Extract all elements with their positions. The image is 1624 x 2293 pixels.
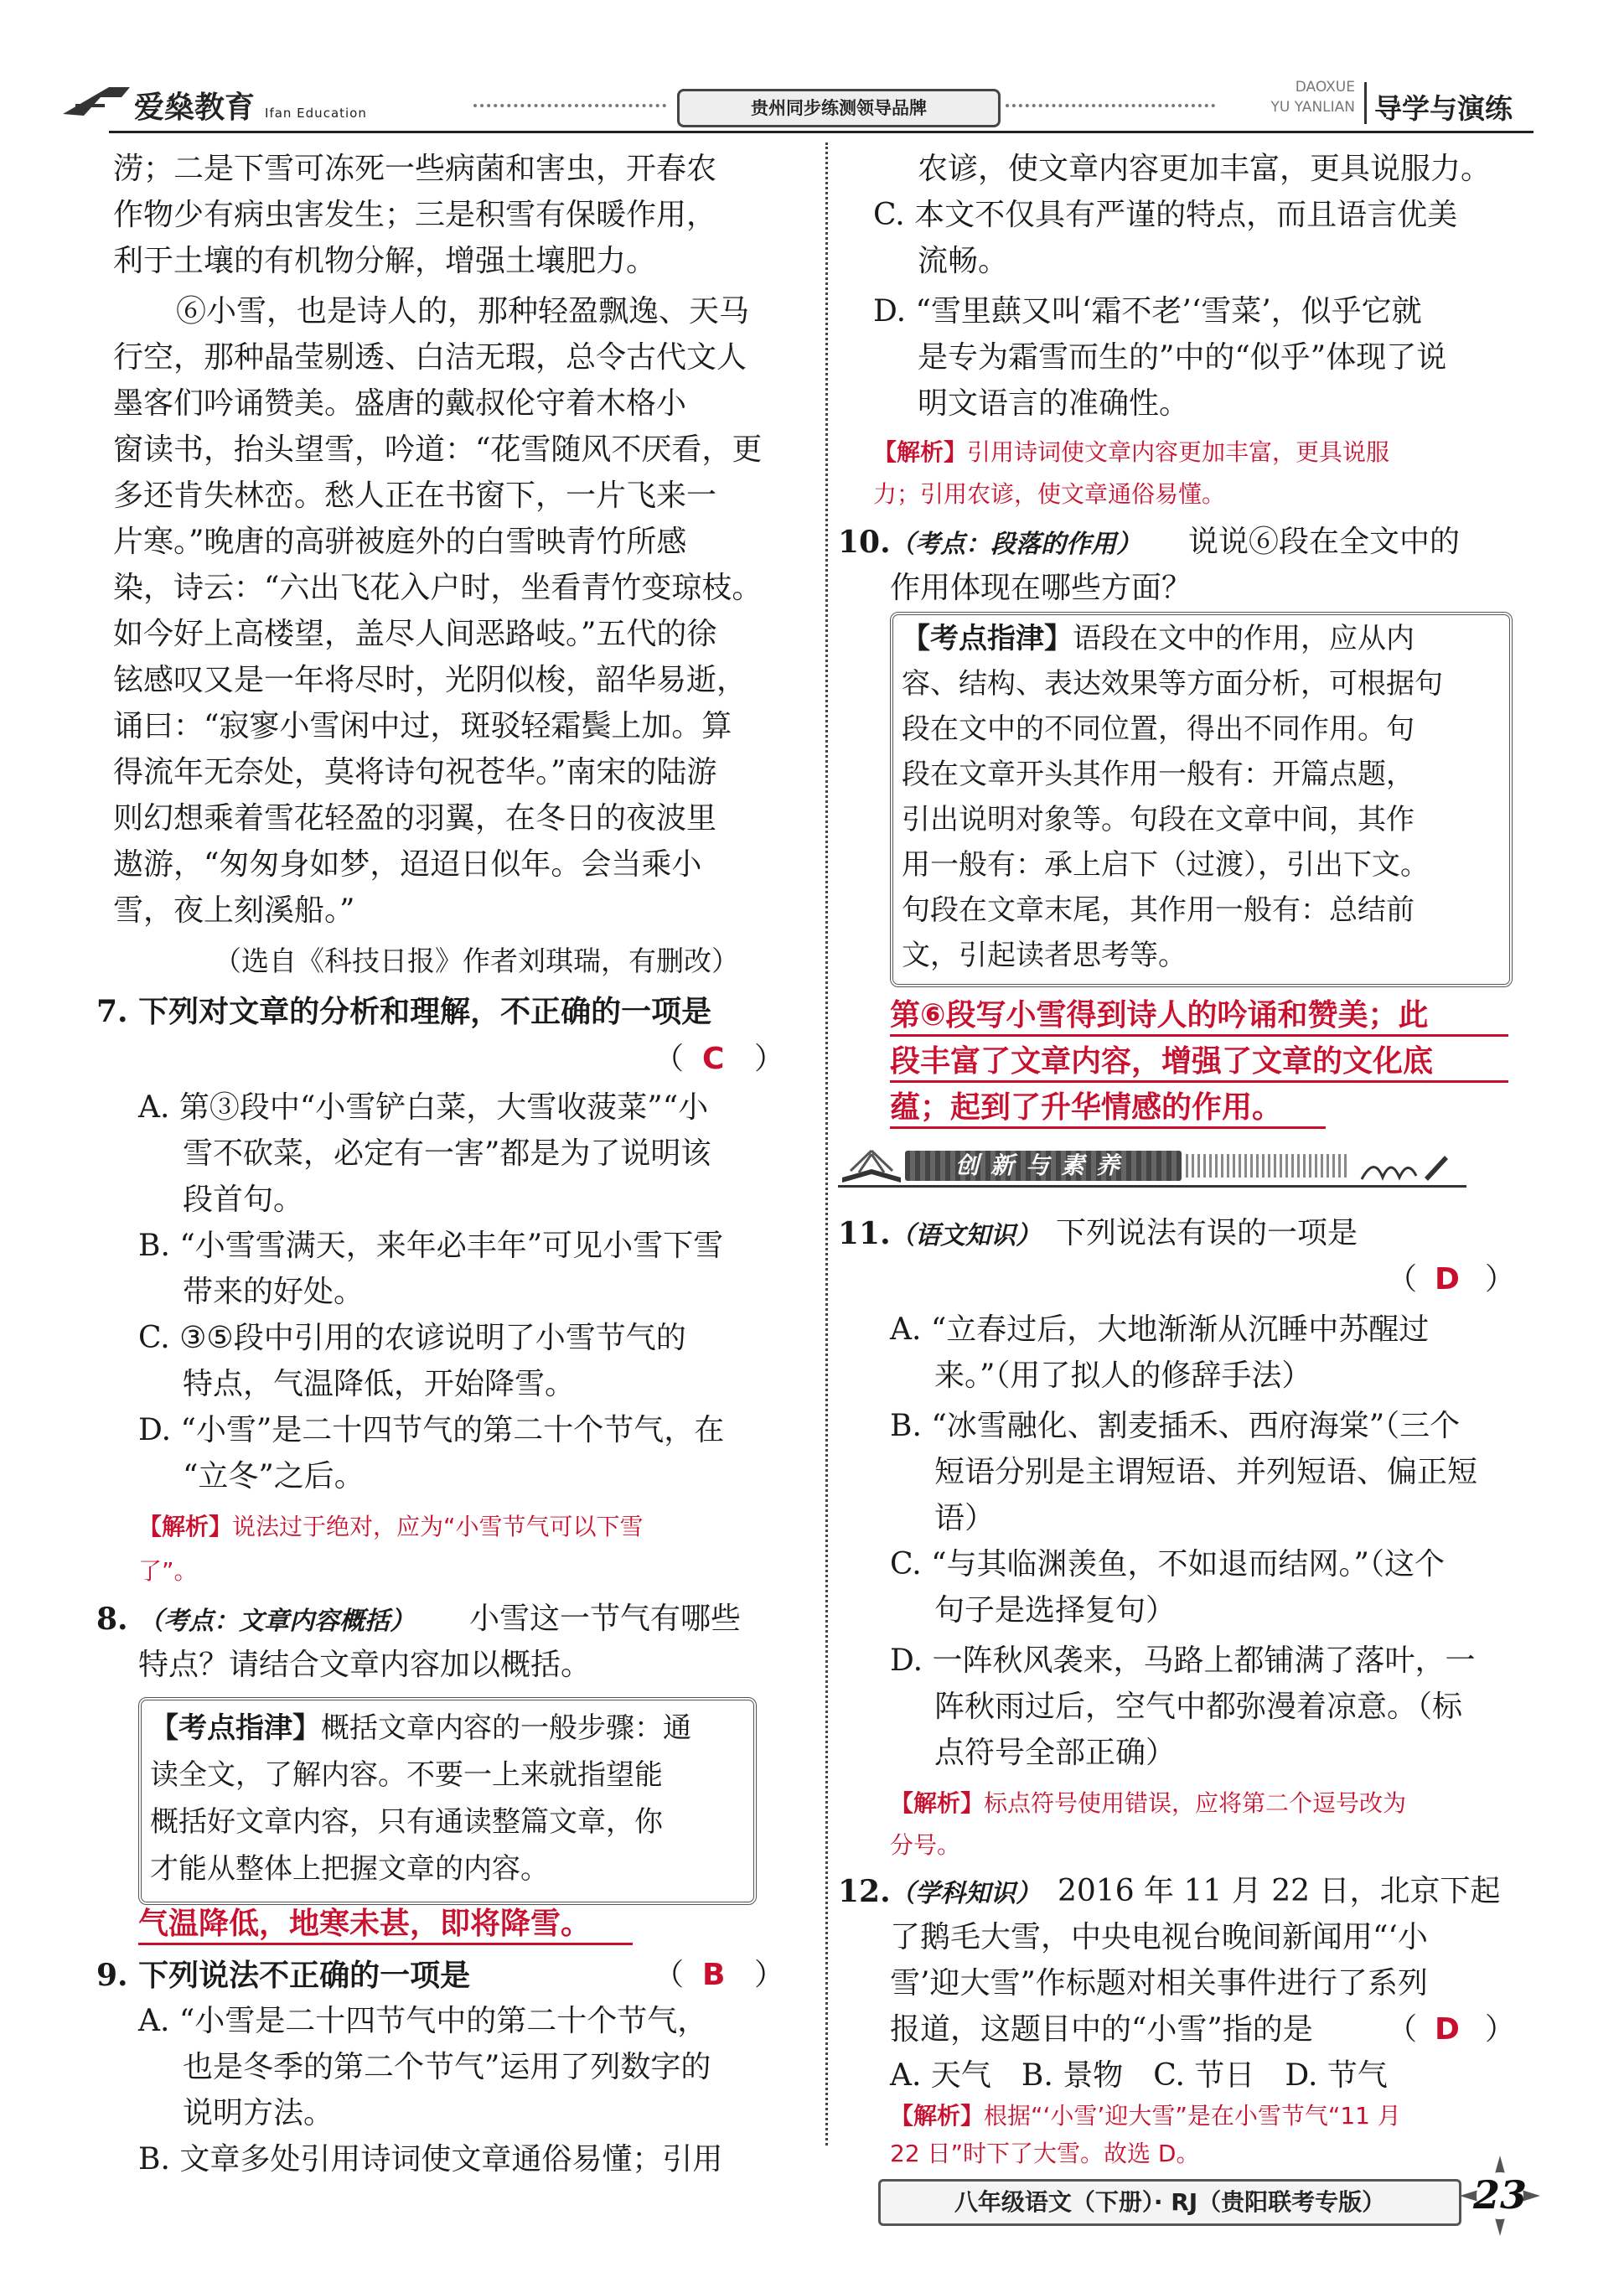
text-line: 染，诗云：“六出飞花入户时，坐看青竹变琼枝。: [113, 571, 763, 605]
q12-stem: 2016 年 11 月 22 日，北京下起: [1058, 1874, 1501, 1908]
text-line: 窗读书，抬头望雪，吟道：“花雪随风不厌看，更: [113, 432, 763, 467]
q10-answer: 蕴；起到了升华情感的作用。: [890, 1090, 1283, 1125]
q8-stem-cont: 特点？请结合文章内容加以概括。: [138, 1648, 592, 1682]
q11-option-a: 来。”（用了拟人的修辞手法）: [934, 1359, 1312, 1393]
q10-stem: 说说⑥段在全文中的: [1188, 525, 1461, 559]
answer-underline: [890, 1034, 1508, 1037]
q11-analysis-cont: 分号。: [890, 1831, 961, 1859]
q11-option-a: A. “立春过后，大地渐渐从沉睡中苏醒过: [890, 1312, 1430, 1347]
q10-answer: 第⑥段写小雪得到诗人的吟诵和赞美；此: [890, 998, 1429, 1033]
q11-option-c: C. “与其临渊羡鱼，不如退而结网。”（这个: [890, 1547, 1445, 1581]
q9-option-b-cont: 农谚，使文章内容更加丰富，更具说服力。: [918, 152, 1492, 186]
hint-line: 概括好文章内容，只有通读整篇文章，你: [150, 1805, 663, 1839]
q9-option-c: 流畅。: [918, 244, 1009, 278]
page-header: [0, 0, 1624, 134]
q11-answer: D: [1435, 1262, 1460, 1297]
text-line: 多还肯失林峦。愁人正在书窗下，一片飞来一: [113, 479, 717, 513]
book-title: 导学与演练: [1374, 92, 1513, 125]
banner-stripes: [1186, 1154, 1349, 1178]
q9-analysis: [873, 432, 1389, 474]
header-dots-left: [473, 104, 666, 107]
q12-analysis: [890, 2095, 1401, 2137]
banner-title: 创新与素养: [954, 1152, 1131, 1179]
text-line: 雪，夜上刻溪船。”: [113, 893, 355, 928]
q7-option-d: D. “小雪”是二十四节气的第二十个节气，在: [138, 1413, 725, 1447]
q12-stem-cont: 报道，这题目中的“小雪”指的是: [890, 2012, 1313, 2047]
q7-option-b: 带来的好处。: [183, 1275, 365, 1309]
q11-tag: （语文知识）: [890, 1221, 1041, 1250]
q9-stem: 9. 下列说法不正确的一项是: [96, 1958, 471, 1993]
answer-underline: [890, 1080, 1508, 1083]
q7-option-a: A. 第③段中“小雪铲白菜，大雪收菠菜”“小: [138, 1090, 709, 1125]
q12-analysis-hidden: 22 日”时下了大雪。故选 D。: [890, 2140, 1200, 2167]
q11-paren-close: ）: [1485, 1262, 1516, 1297]
q11-number: 11.: [838, 1216, 891, 1251]
text-line: 则幻想乘着雪花轻盈的羽翼，在冬日的夜波里: [113, 801, 717, 836]
analysis-text: 说法过于绝对，应为“小雪节气可以下雪: [232, 1513, 644, 1540]
q7-option-c: C. ③⑤段中引用的农谚说明了小雪节气的: [138, 1321, 686, 1355]
logo-text: [134, 84, 367, 127]
text-line: 墨客们吟诵赞美。盛唐的戴叔伦守着木格小: [113, 386, 687, 421]
q9-option-d: D. “雪里蕻又叫‘霜不老’‘雪菜’，似乎它就: [873, 294, 1422, 329]
q11-option-b: 短语分别是主谓短语、并列短语、偏正短: [934, 1455, 1478, 1489]
analysis-text: 引用诗词使文章内容更加丰富，更具说服: [967, 438, 1390, 466]
header-rule: [109, 131, 1533, 133]
q12-stem-cont: 了鹅毛大雪，中央电视台晚间新闻用“‘小: [890, 1920, 1428, 1954]
pen-icon: [1358, 1147, 1450, 1186]
answer-underline: [890, 1126, 1326, 1129]
header-dots-right: [1006, 104, 1215, 107]
hint-line: 引出说明对象等。句段在文章中间，其作: [902, 803, 1415, 836]
section-banner: [838, 1144, 1466, 1188]
analysis-tag: 【解析】: [890, 1789, 985, 1817]
hint-line: [902, 615, 1415, 662]
hint-title: 【考点指津】: [150, 1711, 321, 1745]
hint-line: 句段在文章末尾，其作用一般有：总结前: [902, 893, 1415, 927]
logo-mark-icon: [59, 80, 134, 122]
q12-tag: （学科知识）: [890, 1879, 1041, 1908]
q12-paren-close: ）: [1485, 2012, 1516, 2047]
logo-cn: 爱燊教育: [134, 91, 256, 125]
hint-text: 语段在文中的作用，应从内: [1073, 622, 1415, 655]
q8-number: 8.: [96, 1602, 128, 1637]
brand-badge: 贵州同步练测领导品牌: [677, 89, 1001, 127]
book-icon: [838, 1144, 905, 1188]
q10-tag: （考点：段落的作用）: [890, 530, 1141, 559]
logo-en: Ifan Education: [265, 106, 367, 121]
pinyin-line-2: YU YANLIAN: [1270, 99, 1355, 116]
q10-answer: 段丰富了文章内容，增强了文章的文化底: [890, 1044, 1434, 1079]
text-line: 片寒。”晚唐的高骈被庭外的白雪映青竹所感: [113, 525, 687, 559]
q11-analysis: [890, 1783, 1406, 1825]
q8-answer: 气温降低，地寒未甚，即将降雪。: [138, 1907, 592, 1941]
q9-answer: B: [702, 1958, 726, 1992]
q7-stem: 7. 下列对文章的分析和理解，不正确的一项是: [96, 994, 712, 1029]
q9-paren-open: （: [654, 1958, 685, 1992]
hint-line: 才能从整体上把握文章的内容。: [150, 1852, 549, 1886]
source-note: （选自《科技日报》作者刘琪瑞，有删改）: [214, 945, 739, 977]
q7-paren-close: ）: [754, 1042, 785, 1076]
q12-number: 12.: [838, 1874, 891, 1909]
q11-option-d: 点符号全部正确）: [934, 1736, 1177, 1770]
q7-analysis: [138, 1506, 644, 1548]
q11-option-b: B. “冰雪融化、割麦插禾、西府海棠”（三个: [890, 1409, 1461, 1443]
q8-tag: （考点：文章内容概括）: [138, 1607, 415, 1636]
page-number: 23: [1472, 2172, 1527, 2218]
q8-hint-box: [138, 1697, 757, 1905]
hint-text: 概括文章内容的一般步骤：通: [321, 1711, 691, 1745]
q8-stem: 小雪这一节气有哪些: [469, 1602, 742, 1636]
q11-stem: 下列说法有误的一项是: [1056, 1216, 1358, 1250]
q11-option-d: D. 一阵秋风袭来，马路上都铺满了落叶，一: [890, 1643, 1476, 1678]
text-line: 如今好上高楼望，盖尽人间恶路岐。”五代的徐: [113, 617, 717, 651]
hint-line: 段在文章开头其作用一般有：开篇点题，: [902, 758, 1415, 791]
q11-option-c: 句子是选择复句）: [934, 1593, 1177, 1628]
analysis-text: 根据“‘小雪’迎大雪”是在小雪节气“11 月: [984, 2102, 1401, 2130]
q7-option-b: B. “小雪雪满天，来年必丰年”可见小雪下雪: [138, 1229, 724, 1263]
q12-options: A. 天气 B. 景物 C. 节日 D. 节气: [890, 2058, 1388, 2093]
text-line: 涝；二是下雪可冻死一些病菌和害虫，开春农: [113, 152, 717, 186]
q7-option-a: 雪不砍菜，必定有一害”都是为了说明该: [183, 1136, 711, 1171]
footer-label: 八年级语文（下册）· RJ（贵阳联考专版）: [878, 2179, 1461, 2226]
q11-option-d: 阵秋雨过后，空气中都弥漫着凉意。（标: [934, 1690, 1463, 1724]
analysis-text: 标点符号使用错误，应将第二个逗号改为: [984, 1789, 1407, 1817]
q9-option-b: B. 文章多处引用诗词使文章通俗易懂；引用: [138, 2142, 723, 2177]
q10-hint-box: [890, 612, 1513, 987]
hint-title: 【考点指津】: [902, 622, 1073, 655]
q11-option-b: 语）: [934, 1501, 996, 1535]
text-line: 行空，那种晶莹剔透、白洁无瑕，总令古代文人: [113, 340, 747, 375]
hint-line: [150, 1705, 691, 1752]
hint-line: 段在文中的不同位置，得出不同作用。句: [902, 712, 1415, 746]
q7-option-d: “立冬”之后。: [183, 1459, 365, 1493]
q10-stem-cont: 作用体现在哪些方面？: [890, 571, 1192, 605]
text-line: 诵曰：“寂寥小雪闲中过，斑驳轻霜鬓上加。算: [113, 709, 732, 743]
q9-option-d: 明文语言的准确性。: [918, 386, 1190, 421]
hint-line: 用一般有：承上启下（过渡），引出下文。: [902, 848, 1429, 882]
q9-option-d: 是专为霜雪而生的”中的“似乎”体现了说: [918, 340, 1447, 375]
q12-answer: D: [1435, 2012, 1460, 2047]
text-line: ⑥小雪，也是诗人的，那种轻盈飘逸、天马: [176, 294, 750, 329]
text-line: 遨游，“匆匆身如梦，迢迢日似年。会当乘小: [113, 847, 702, 882]
q12-paren-open: （: [1387, 2012, 1418, 2047]
q7-answer: C: [702, 1042, 725, 1076]
q11-paren-open: （: [1387, 1262, 1418, 1297]
hint-line: 容、结构、表达效果等方面分析，可根据句: [902, 667, 1443, 701]
text-line: 利于土壤的有机物分解，增强土壤肥力。: [113, 244, 657, 278]
analysis-tag: 【解析】: [138, 1513, 233, 1540]
q7-analysis-cont: 了”。: [138, 1557, 198, 1585]
q7-paren-open: （: [654, 1042, 685, 1076]
header-separator: [1364, 82, 1367, 124]
text-line: 得流年无奈处，莫将诗句祝苍华。”南宋的陆游: [113, 755, 717, 789]
text-line: 铉感叹又是一年将尽时，光阴似梭，韶华易逝，: [113, 663, 747, 697]
hint-line: 文，引起读者思考等。: [902, 939, 1187, 972]
q9-paren-close: ）: [754, 1958, 785, 1992]
q10-number: 10.: [838, 525, 891, 560]
q9-option-c: C. 本文不仅具有严谨的特点，而且语言优美: [873, 198, 1458, 232]
q9-analysis-cont: 力；引用农谚，使文章通俗易懂。: [873, 480, 1226, 508]
q9-option-a: 说明方法。: [183, 2096, 334, 2130]
banner-rule: [838, 1185, 1466, 1188]
analysis-tag: 【解析】: [873, 438, 968, 466]
analysis-tag: 【解析】: [890, 2102, 985, 2130]
hint-line: 读全文，了解内容。不要一上来就指望能: [150, 1758, 663, 1792]
q12-stem-cont: 雪’迎大雪”作标题对相关事件进行了系列: [890, 1966, 1428, 2001]
q7-option-c: 特点，气温降低，开始降雪。: [183, 1367, 576, 1401]
text-line: 作物少有病虫害发生；三是积雪有保暖作用，: [113, 198, 717, 232]
answer-underline: [138, 1943, 633, 1945]
pinyin-line-1: DAOXUE: [1295, 79, 1355, 96]
q9-option-a: A. “小雪是二十四节气中的第二十个节气，: [138, 2004, 708, 2038]
header-pinyin: [1225, 77, 1355, 117]
q9-option-a: 也是冬季的第二个节气”运用了列数字的: [183, 2050, 711, 2084]
q7-option-a: 段首句。: [183, 1183, 304, 1217]
column-divider: [825, 142, 828, 2145]
